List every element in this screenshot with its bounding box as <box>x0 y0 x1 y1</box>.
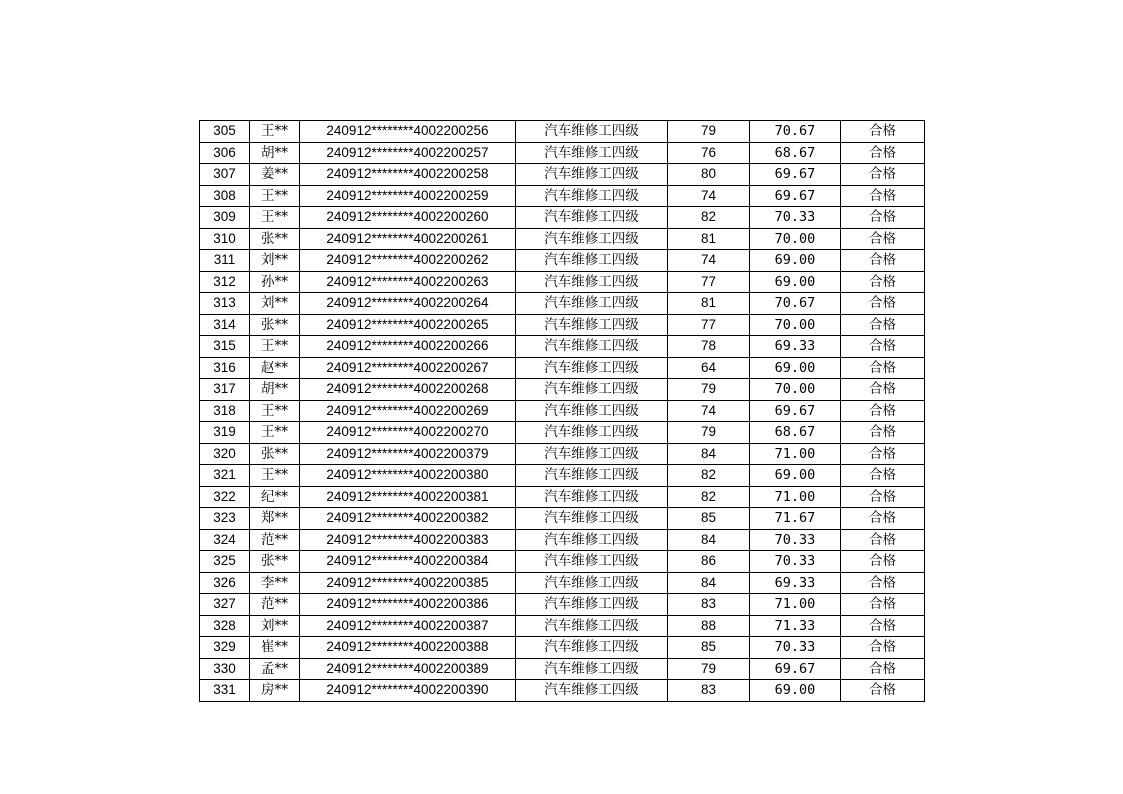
total-score-cell: 70.00 <box>750 379 841 401</box>
result-cell: 合格 <box>841 250 925 272</box>
theory-score-cell: 84 <box>668 572 750 594</box>
total-score-cell: 71.33 <box>750 615 841 637</box>
result-cell: 合格 <box>841 594 925 616</box>
total-score-cell: 71.00 <box>750 443 841 465</box>
occupation-cell: 汽车维修工四级 <box>516 572 668 594</box>
row-number-cell: 321 <box>200 465 250 487</box>
id-number-cell: 240912********4002200262 <box>300 250 516 272</box>
id-number-cell: 240912********4002200390 <box>300 680 516 702</box>
result-cell: 合格 <box>841 443 925 465</box>
total-score-cell: 70.33 <box>750 207 841 229</box>
row-number-cell: 319 <box>200 422 250 444</box>
id-number-cell: 240912********4002200380 <box>300 465 516 487</box>
table-row <box>200 658 925 680</box>
total-score-cell: 70.00 <box>750 314 841 336</box>
row-number-cell: 327 <box>200 594 250 616</box>
occupation-cell: 汽车维修工四级 <box>516 357 668 379</box>
total-score-cell: 71.00 <box>750 594 841 616</box>
theory-score-cell: 64 <box>668 357 750 379</box>
id-number-cell: 240912********4002200268 <box>300 379 516 401</box>
table-row <box>200 314 925 336</box>
result-cell: 合格 <box>841 357 925 379</box>
total-score-cell: 68.67 <box>750 422 841 444</box>
name-cell: 崔** <box>250 637 300 659</box>
total-score-cell: 69.00 <box>750 250 841 272</box>
table-row <box>200 615 925 637</box>
row-number-cell: 307 <box>200 164 250 186</box>
id-number-cell: 240912********4002200264 <box>300 293 516 315</box>
table-row <box>200 551 925 573</box>
row-number-cell: 322 <box>200 486 250 508</box>
name-cell: 胡** <box>250 379 300 401</box>
result-cell: 合格 <box>841 379 925 401</box>
result-cell: 合格 <box>841 400 925 422</box>
name-cell: 房** <box>250 680 300 702</box>
total-score-cell: 69.00 <box>750 465 841 487</box>
name-cell: 胡** <box>250 142 300 164</box>
id-number-cell: 240912********4002200260 <box>300 207 516 229</box>
occupation-cell: 汽车维修工四级 <box>516 658 668 680</box>
occupation-cell: 汽车维修工四级 <box>516 551 668 573</box>
name-cell: 纪** <box>250 486 300 508</box>
result-cell: 合格 <box>841 142 925 164</box>
row-number-cell: 324 <box>200 529 250 551</box>
theory-score-cell: 81 <box>668 293 750 315</box>
name-cell: 王** <box>250 422 300 444</box>
row-number-cell: 317 <box>200 379 250 401</box>
row-number-cell: 310 <box>200 228 250 250</box>
result-cell: 合格 <box>841 680 925 702</box>
name-cell: 郑** <box>250 508 300 530</box>
result-cell: 合格 <box>841 121 925 143</box>
result-cell: 合格 <box>841 271 925 293</box>
table-row <box>200 185 925 207</box>
result-cell: 合格 <box>841 529 925 551</box>
name-cell: 姜** <box>250 164 300 186</box>
table-row <box>200 443 925 465</box>
result-cell: 合格 <box>841 572 925 594</box>
row-number-cell: 318 <box>200 400 250 422</box>
occupation-cell: 汽车维修工四级 <box>516 637 668 659</box>
total-score-cell: 70.67 <box>750 293 841 315</box>
total-score-cell: 71.00 <box>750 486 841 508</box>
result-cell: 合格 <box>841 293 925 315</box>
theory-score-cell: 83 <box>668 680 750 702</box>
result-cell: 合格 <box>841 508 925 530</box>
table-row <box>200 250 925 272</box>
theory-score-cell: 83 <box>668 594 750 616</box>
id-number-cell: 240912********4002200379 <box>300 443 516 465</box>
id-number-cell: 240912********4002200386 <box>300 594 516 616</box>
name-cell: 张** <box>250 314 300 336</box>
row-number-cell: 308 <box>200 185 250 207</box>
theory-score-cell: 82 <box>668 465 750 487</box>
occupation-cell: 汽车维修工四级 <box>516 379 668 401</box>
occupation-cell: 汽车维修工四级 <box>516 443 668 465</box>
total-score-cell: 69.00 <box>750 271 841 293</box>
total-score-cell: 69.33 <box>750 572 841 594</box>
table-row <box>200 271 925 293</box>
table-row <box>200 680 925 702</box>
occupation-cell: 汽车维修工四级 <box>516 271 668 293</box>
total-score-cell: 70.33 <box>750 637 841 659</box>
theory-score-cell: 85 <box>668 508 750 530</box>
result-cell: 合格 <box>841 228 925 250</box>
table-row <box>200 572 925 594</box>
id-number-cell: 240912********4002200261 <box>300 228 516 250</box>
result-cell: 合格 <box>841 207 925 229</box>
name-cell: 孟** <box>250 658 300 680</box>
theory-score-cell: 74 <box>668 185 750 207</box>
id-number-cell: 240912********4002200263 <box>300 271 516 293</box>
theory-score-cell: 76 <box>668 142 750 164</box>
theory-score-cell: 78 <box>668 336 750 358</box>
row-number-cell: 315 <box>200 336 250 358</box>
theory-score-cell: 79 <box>668 422 750 444</box>
id-number-cell: 240912********4002200259 <box>300 185 516 207</box>
id-number-cell: 240912********4002200270 <box>300 422 516 444</box>
table-row <box>200 486 925 508</box>
row-number-cell: 316 <box>200 357 250 379</box>
id-number-cell: 240912********4002200269 <box>300 400 516 422</box>
total-score-cell: 71.67 <box>750 508 841 530</box>
total-score-cell: 70.00 <box>750 228 841 250</box>
results-table <box>199 120 925 702</box>
occupation-cell: 汽车维修工四级 <box>516 508 668 530</box>
row-number-cell: 320 <box>200 443 250 465</box>
occupation-cell: 汽车维修工四级 <box>516 250 668 272</box>
occupation-cell: 汽车维修工四级 <box>516 293 668 315</box>
table-row <box>200 142 925 164</box>
table-row <box>200 422 925 444</box>
theory-score-cell: 79 <box>668 121 750 143</box>
row-number-cell: 309 <box>200 207 250 229</box>
row-number-cell: 328 <box>200 615 250 637</box>
id-number-cell: 240912********4002200385 <box>300 572 516 594</box>
table-row <box>200 594 925 616</box>
result-cell: 合格 <box>841 465 925 487</box>
occupation-cell: 汽车维修工四级 <box>516 400 668 422</box>
name-cell: 范** <box>250 529 300 551</box>
occupation-cell: 汽车维修工四级 <box>516 465 668 487</box>
name-cell: 刘** <box>250 250 300 272</box>
theory-score-cell: 79 <box>668 379 750 401</box>
id-number-cell: 240912********4002200389 <box>300 658 516 680</box>
table-row <box>200 357 925 379</box>
total-score-cell: 69.00 <box>750 680 841 702</box>
row-number-cell: 326 <box>200 572 250 594</box>
occupation-cell: 汽车维修工四级 <box>516 680 668 702</box>
result-cell: 合格 <box>841 164 925 186</box>
name-cell: 张** <box>250 551 300 573</box>
name-cell: 赵** <box>250 357 300 379</box>
theory-score-cell: 84 <box>668 529 750 551</box>
id-number-cell: 240912********4002200388 <box>300 637 516 659</box>
theory-score-cell: 85 <box>668 637 750 659</box>
occupation-cell: 汽车维修工四级 <box>516 185 668 207</box>
theory-score-cell: 82 <box>668 207 750 229</box>
id-number-cell: 240912********4002200258 <box>300 164 516 186</box>
row-number-cell: 305 <box>200 121 250 143</box>
name-cell: 张** <box>250 443 300 465</box>
result-cell: 合格 <box>841 637 925 659</box>
table-row <box>200 121 925 143</box>
name-cell: 王** <box>250 207 300 229</box>
occupation-cell: 汽车维修工四级 <box>516 207 668 229</box>
row-number-cell: 306 <box>200 142 250 164</box>
total-score-cell: 70.33 <box>750 551 841 573</box>
total-score-cell: 69.33 <box>750 336 841 358</box>
name-cell: 刘** <box>250 615 300 637</box>
theory-score-cell: 84 <box>668 443 750 465</box>
name-cell: 王** <box>250 465 300 487</box>
total-score-cell: 69.67 <box>750 185 841 207</box>
id-number-cell: 240912********4002200383 <box>300 529 516 551</box>
result-cell: 合格 <box>841 658 925 680</box>
total-score-cell: 70.33 <box>750 529 841 551</box>
table-row <box>200 293 925 315</box>
id-number-cell: 240912********4002200387 <box>300 615 516 637</box>
occupation-cell: 汽车维修工四级 <box>516 615 668 637</box>
total-score-cell: 69.00 <box>750 357 841 379</box>
result-cell: 合格 <box>841 551 925 573</box>
theory-score-cell: 81 <box>668 228 750 250</box>
name-cell: 范** <box>250 594 300 616</box>
table-row <box>200 400 925 422</box>
result-cell: 合格 <box>841 314 925 336</box>
table-row <box>200 379 925 401</box>
occupation-cell: 汽车维修工四级 <box>516 486 668 508</box>
id-number-cell: 240912********4002200381 <box>300 486 516 508</box>
theory-score-cell: 79 <box>668 658 750 680</box>
name-cell: 孙** <box>250 271 300 293</box>
row-number-cell: 329 <box>200 637 250 659</box>
table-row <box>200 508 925 530</box>
row-number-cell: 323 <box>200 508 250 530</box>
name-cell: 刘** <box>250 293 300 315</box>
name-cell: 王** <box>250 336 300 358</box>
row-number-cell: 330 <box>200 658 250 680</box>
theory-score-cell: 77 <box>668 271 750 293</box>
row-number-cell: 311 <box>200 250 250 272</box>
occupation-cell: 汽车维修工四级 <box>516 336 668 358</box>
occupation-cell: 汽车维修工四级 <box>516 164 668 186</box>
total-score-cell: 70.67 <box>750 121 841 143</box>
result-cell: 合格 <box>841 615 925 637</box>
occupation-cell: 汽车维修工四级 <box>516 422 668 444</box>
result-cell: 合格 <box>841 185 925 207</box>
occupation-cell: 汽车维修工四级 <box>516 228 668 250</box>
occupation-cell: 汽车维修工四级 <box>516 594 668 616</box>
name-cell: 张** <box>250 228 300 250</box>
id-number-cell: 240912********4002200267 <box>300 357 516 379</box>
name-cell: 王** <box>250 121 300 143</box>
theory-score-cell: 77 <box>668 314 750 336</box>
results-table-body <box>200 121 925 702</box>
occupation-cell: 汽车维修工四级 <box>516 529 668 551</box>
table-row <box>200 529 925 551</box>
result-cell: 合格 <box>841 422 925 444</box>
result-cell: 合格 <box>841 486 925 508</box>
total-score-cell: 69.67 <box>750 164 841 186</box>
occupation-cell: 汽车维修工四级 <box>516 121 668 143</box>
id-number-cell: 240912********4002200257 <box>300 142 516 164</box>
theory-score-cell: 74 <box>668 400 750 422</box>
row-number-cell: 313 <box>200 293 250 315</box>
occupation-cell: 汽车维修工四级 <box>516 142 668 164</box>
theory-score-cell: 80 <box>668 164 750 186</box>
theory-score-cell: 82 <box>668 486 750 508</box>
result-cell: 合格 <box>841 336 925 358</box>
table-row <box>200 228 925 250</box>
total-score-cell: 69.67 <box>750 400 841 422</box>
theory-score-cell: 86 <box>668 551 750 573</box>
id-number-cell: 240912********4002200384 <box>300 551 516 573</box>
total-score-cell: 68.67 <box>750 142 841 164</box>
row-number-cell: 331 <box>200 680 250 702</box>
name-cell: 王** <box>250 400 300 422</box>
table-row <box>200 336 925 358</box>
row-number-cell: 314 <box>200 314 250 336</box>
id-number-cell: 240912********4002200266 <box>300 336 516 358</box>
id-number-cell: 240912********4002200382 <box>300 508 516 530</box>
id-number-cell: 240912********4002200265 <box>300 314 516 336</box>
occupation-cell: 汽车维修工四级 <box>516 314 668 336</box>
table-row <box>200 164 925 186</box>
table-row <box>200 637 925 659</box>
theory-score-cell: 88 <box>668 615 750 637</box>
total-score-cell: 69.67 <box>750 658 841 680</box>
row-number-cell: 325 <box>200 551 250 573</box>
id-number-cell: 240912********4002200256 <box>300 121 516 143</box>
row-number-cell: 312 <box>200 271 250 293</box>
name-cell: 李** <box>250 572 300 594</box>
table-row <box>200 207 925 229</box>
name-cell: 王** <box>250 185 300 207</box>
table-row <box>200 465 925 487</box>
theory-score-cell: 74 <box>668 250 750 272</box>
